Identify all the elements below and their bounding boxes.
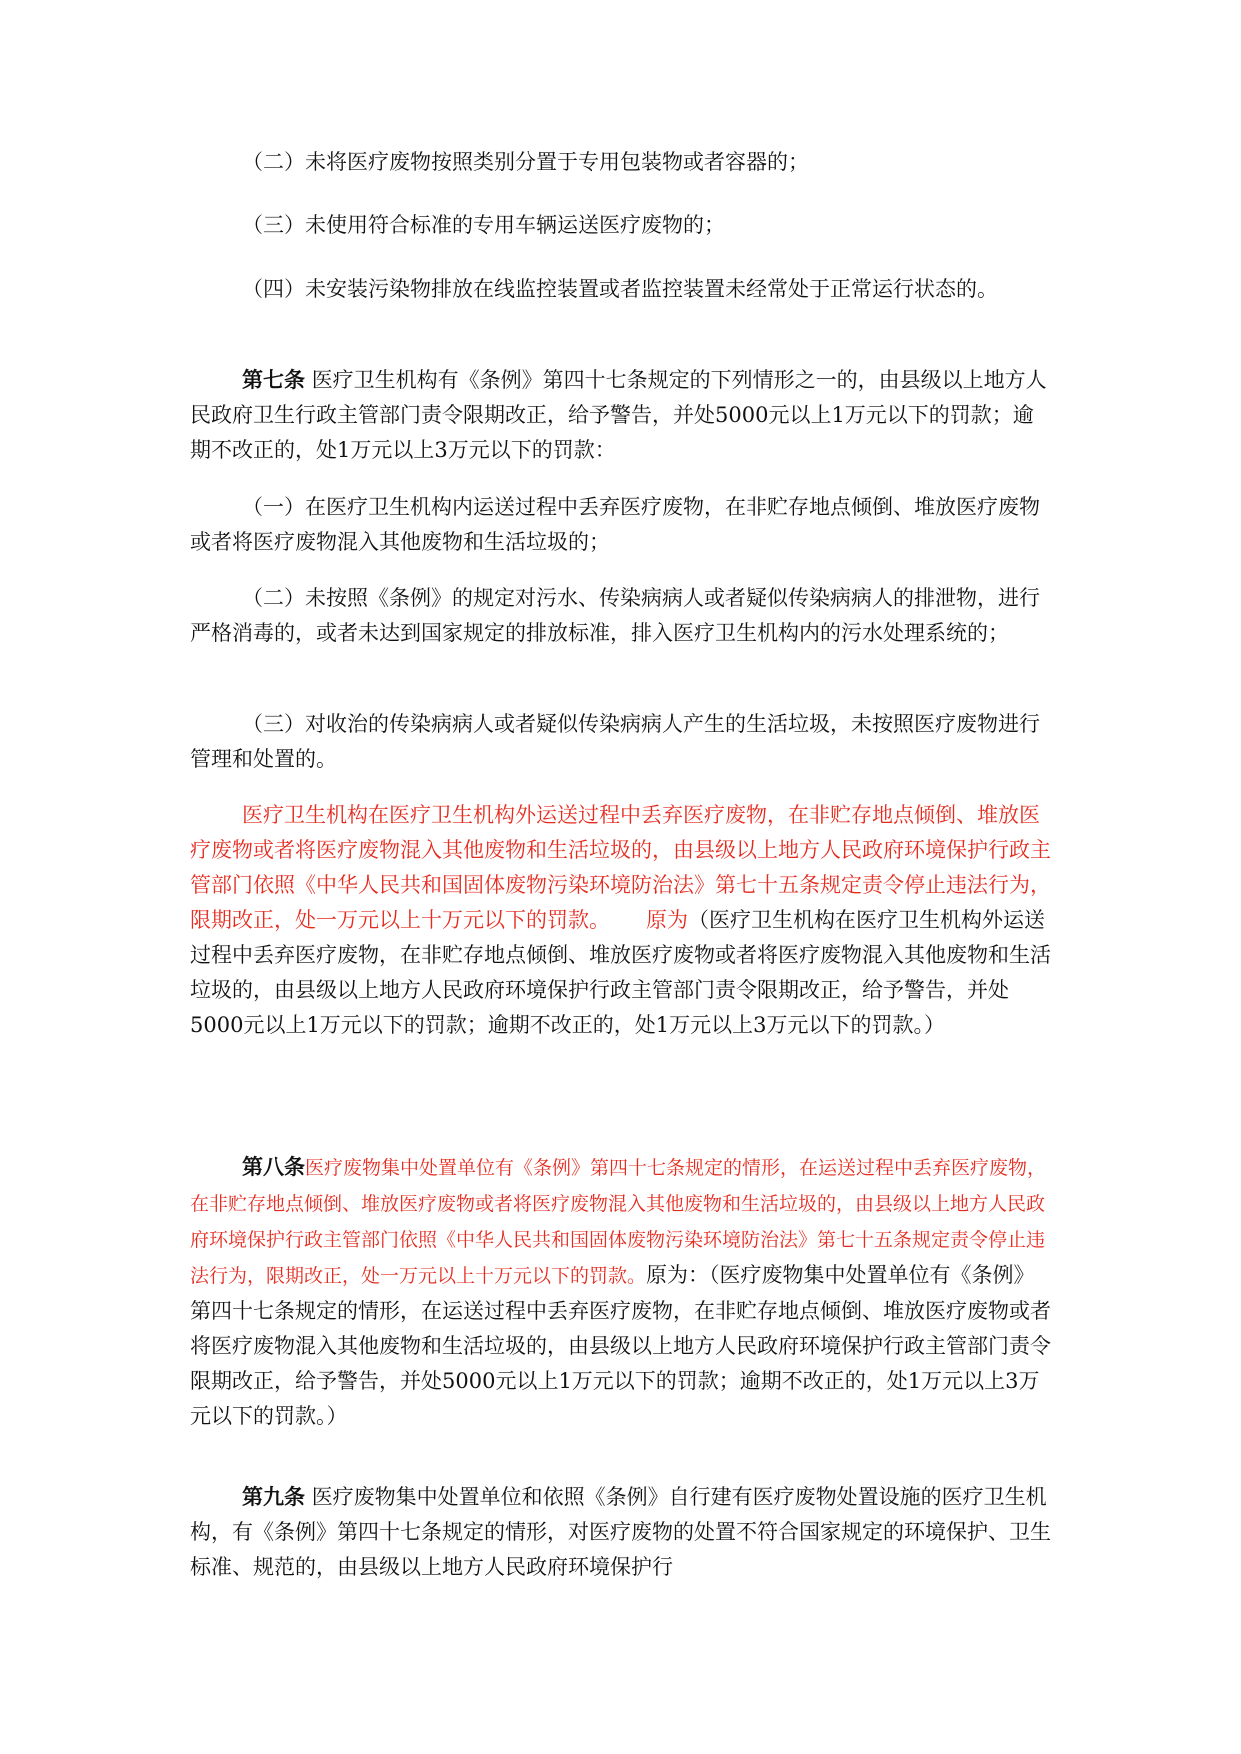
article-7-body: 医疗卫生机构有《条例》第四十七条规定的下列情形之一的，由县级以上地方人民政府卫生行政主管部门责令限期改正，给予警告，并处5000元以上1万元以下的罚款；逾期不改正的，处1万元以上3万元以下的罚款： bbox=[190, 368, 1047, 462]
original-label: 原为 bbox=[646, 908, 688, 932]
article-8-original-text: 原为：（医疗废物集中处置单位有《条例》第四十七条规定的情形，在运送过程中丢弃医疗废物，在非贮存地点倾倒、堆放医疗废物或者将医疗废物混入其他废物和生活垃圾的，由县级以上地方人民政府环境保护行政主管部门责令限期改正，给予警告，并处5000元以上1万元以下的罚款；逾期不改正的，处1万元以上3万元以下的罚款。） bbox=[190, 1263, 1051, 1428]
original-text: （医疗卫生机构在医疗卫生机构外运送过程中丢弃医疗废物，在非贮存地点倾倒、堆放医疗废物或者将医疗废物混入其他废物和生活垃圾的，由县级以上地方人民政府环境保护行政主管部门责令限期改正，给予警告，并处5000元以上1万元以下的罚款；逾期不改正的，处1万元以上3万元以下的罚款。） bbox=[190, 908, 1051, 1037]
article-7-item-2 bbox=[190, 581, 1052, 651]
article-7 bbox=[190, 363, 1052, 468]
article-7-amendment bbox=[190, 798, 1052, 1043]
article-7-item-1-text: （一）在医疗卫生机构内运送过程中丢弃医疗废物，在非贮存地点倾倒、堆放医疗废物或者将医疗废物混入其他废物和生活垃圾的； bbox=[190, 495, 1040, 554]
article-7-item-3-text: （三）对收治的传染病病人或者疑似传染病病人产生的生活垃圾，未按照医疗废物进行管理和处置的。 bbox=[190, 712, 1040, 771]
item-2-text: （二）未将医疗废物按照类别分置于专用包装物或者容器的； bbox=[242, 150, 809, 174]
article-7-item-1 bbox=[190, 490, 1052, 560]
item-4 bbox=[190, 272, 1052, 307]
item-3 bbox=[190, 208, 1052, 243]
article-7-item-2-text: （二）未按照《条例》的规定对污水、传染病病人或者疑似传染病病人的排泄物，进行严格消毒的，或者未达到国家规定的排放标准，排入医疗卫生机构内的污水处理系统的； bbox=[190, 586, 1040, 645]
item-3-text: （三）未使用符合标准的专用车辆运送医疗废物的； bbox=[242, 213, 725, 237]
article-7-heading: 第七条 bbox=[242, 368, 305, 392]
article-7-item-3 bbox=[190, 707, 1052, 777]
item-2 bbox=[190, 145, 1052, 180]
item-4-text: （四）未安装污染物排放在线监控装置或者监控装置未经常处于正常运行状态的。 bbox=[242, 277, 998, 301]
article-8-red-text: 医疗废物集中处置单位有《条例》第四十七条规定的情形，在运送过程中丢弃医疗废物，在非贮存地点倾倒、堆放医疗废物或者将医疗废物混入其他废物和生活垃圾的，由县级以上地方人民政府环境保护行政主管部门依照《中华人民共和国固体废物污染环境防治法》第七十五条规定责令停止违法行为，限期改正，处一万元以上十万元以下的罚款。 bbox=[190, 1157, 1047, 1287]
article-8 bbox=[190, 1150, 1052, 1434]
article-9 bbox=[190, 1480, 1052, 1585]
amendment-red-text: 医疗卫生机构在医疗卫生机构外运送过程中丢弃医疗废物，在非贮存地点倾倒、堆放医疗废物或者将医疗废物混入其他废物和生活垃圾的，由县级以上地方人民政府环境保护行政主管部门依照《中华人民共和国固体废物污染环境防治法》第七十五条规定责令停止违法行为，限期改正，处一万元以上十万元以下的罚款。 bbox=[190, 803, 1051, 932]
article-8-heading: 第八条 bbox=[242, 1155, 305, 1179]
article-9-heading: 第九条 bbox=[242, 1485, 305, 1509]
article-9-body: 医疗废物集中处置单位和依照《条例》自行建有医疗废物处置设施的医疗卫生机构，有《条例》第四十七条规定的情形，对医疗废物的处置不符合国家规定的环境保护、卫生标准、规范的，由县级以上地方人民政府环境保护行 bbox=[190, 1485, 1051, 1579]
